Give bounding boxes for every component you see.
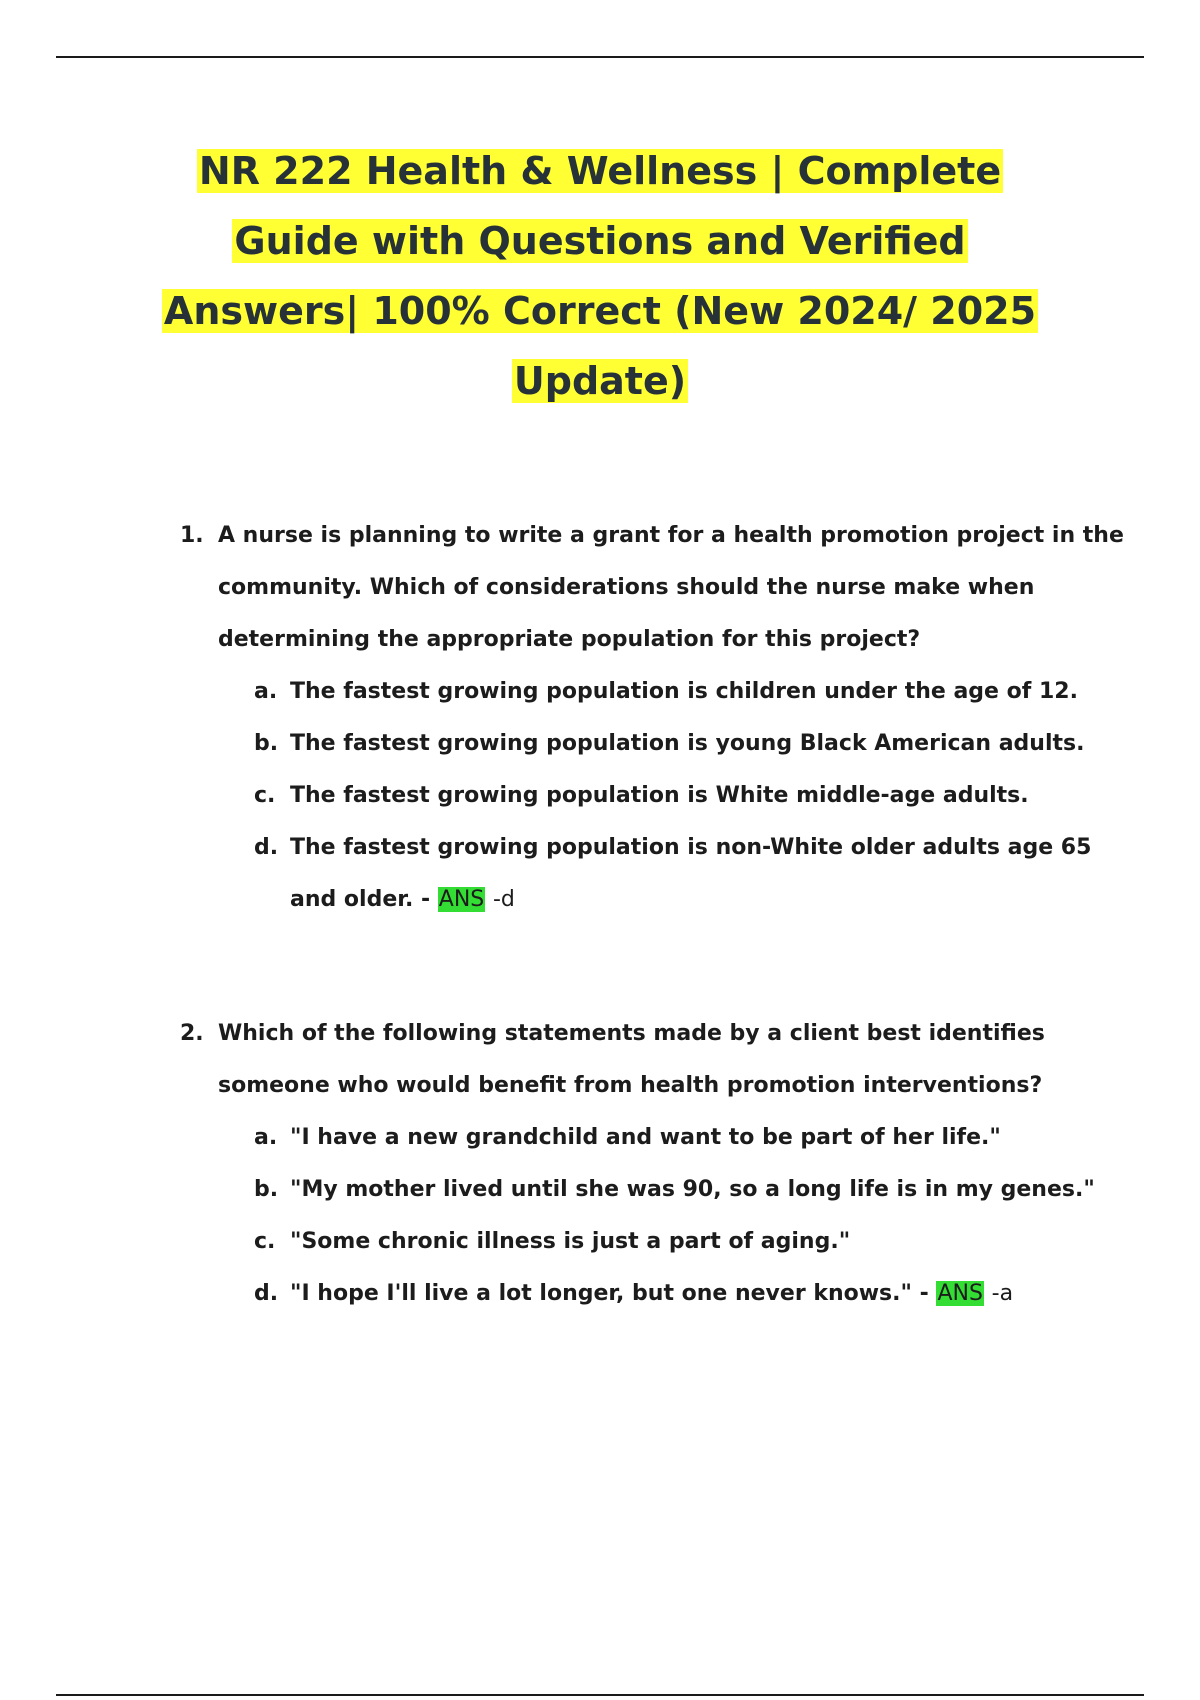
answer-option-d-continued bbox=[180, 874, 1080, 926]
answer-separator: - bbox=[420, 887, 431, 912]
option-letter: d. bbox=[254, 835, 279, 860]
option-letter: a. bbox=[254, 679, 278, 704]
document-title bbox=[120, 136, 1080, 416]
answer-label-highlight: ANS bbox=[438, 887, 485, 912]
option-letter: d. bbox=[254, 1281, 279, 1306]
option-text: The fastest growing population is White middle-age adults. bbox=[290, 783, 1029, 808]
option-letter: b. bbox=[254, 731, 279, 756]
option-letter: b. bbox=[254, 1177, 279, 1202]
question-number: 1. bbox=[180, 523, 204, 548]
answer-value: -d bbox=[492, 887, 515, 912]
option-text: The fastest growing population is children under the age of 12. bbox=[290, 679, 1078, 704]
option-text-tail: and older. bbox=[290, 887, 414, 912]
question-stem-line: Which of the following statements made by a client best identifies bbox=[218, 1021, 1045, 1046]
bottom-divider bbox=[56, 1694, 1144, 1696]
answer-value: -a bbox=[991, 1281, 1014, 1306]
answer-option-d bbox=[180, 822, 1092, 874]
option-letter: c. bbox=[254, 783, 276, 808]
option-text: "My mother lived until she was 90, so a long life is in my genes." bbox=[290, 1177, 1095, 1202]
title-line-1: NR 222 Health & Wellness | Complete bbox=[198, 149, 1002, 193]
answer-option-a bbox=[180, 1112, 1080, 1164]
option-text: The fastest growing population is young Black American adults. bbox=[290, 731, 1085, 756]
answer-option-b bbox=[180, 1164, 1095, 1216]
question-stem-line: someone who would benefit from health promotion interventions? bbox=[218, 1073, 1043, 1098]
question-number: 2. bbox=[180, 1021, 204, 1046]
title-line-3: Answers| 100% Correct (New 2024/ 2025 bbox=[163, 289, 1037, 333]
option-text: "I have a new grandchild and want to be part of her life." bbox=[290, 1125, 1001, 1150]
answer-label-highlight: ANS bbox=[937, 1281, 983, 1306]
question-2 bbox=[180, 1008, 1095, 1320]
option-letter: c. bbox=[254, 1229, 276, 1254]
answer-option-a bbox=[180, 666, 1080, 718]
question-1 bbox=[180, 510, 1124, 926]
question-stem-line: determining the appropriate population for this project? bbox=[218, 627, 921, 652]
option-text: "Some chronic illness is just a part of aging." bbox=[290, 1229, 851, 1254]
answer-option-c bbox=[180, 1216, 1080, 1268]
option-letter: a. bbox=[254, 1125, 278, 1150]
question-stem-line: community. Which of considerations should the nurse make when bbox=[218, 575, 1035, 600]
option-text: The fastest growing population is non-White older adults age 65 bbox=[290, 835, 1092, 860]
option-text-with-answer bbox=[290, 1268, 1013, 1320]
answer-option-c bbox=[180, 770, 1080, 822]
title-line-4: Update) bbox=[513, 359, 687, 403]
question-stem-line: A nurse is planning to write a grant for a health promotion project in the bbox=[218, 523, 1124, 548]
option-text-continued bbox=[290, 874, 515, 926]
answer-option-d bbox=[180, 1268, 1080, 1320]
option-text: "I hope I'll live a lot longer, but one never knows." bbox=[290, 1281, 912, 1306]
title-line-2: Guide with Questions and Verified bbox=[234, 219, 966, 263]
answer-separator: - bbox=[919, 1281, 929, 1306]
top-divider bbox=[56, 56, 1144, 58]
answer-option-b bbox=[180, 718, 1085, 770]
